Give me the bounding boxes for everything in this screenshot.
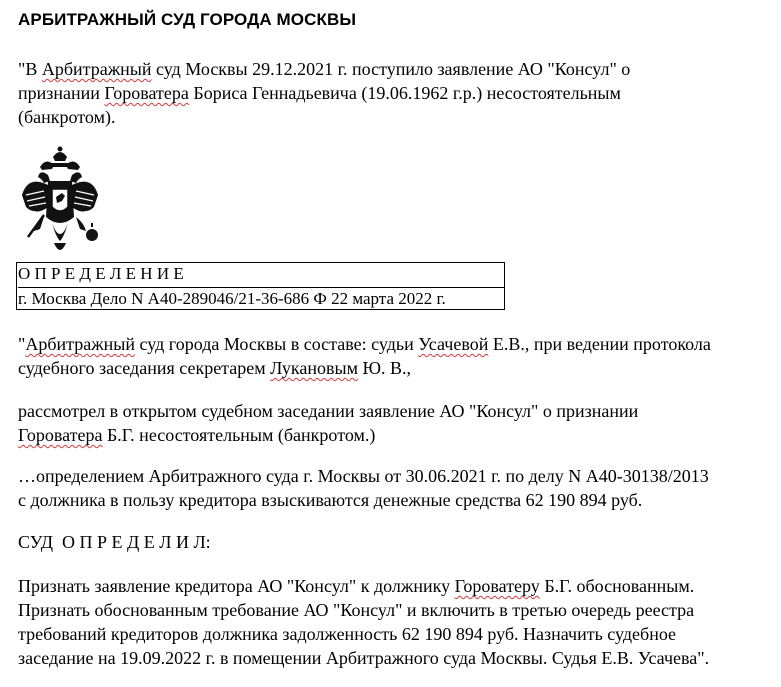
court-title: АРБИТРАЖНЫЙ СУД ГОРОДА МОСКВЫ (18, 10, 357, 29)
text: …определением Арбитражного суда г. Москвы от 30.06.2021 г. по делу N А40-30138/2013 (18, 466, 709, 486)
intro-paragraph (18, 57, 630, 129)
text: требований кредиторов должника задолженность 62 190 894 руб. Назначить судебное (18, 624, 677, 644)
prior-ruling-paragraph (18, 464, 709, 512)
document-type: О П Р Е Д Е Л Е Н И Е (18, 264, 184, 283)
text: заседание на 19.09.2022 г. в помещении Арбитражного суда Москвы. Судья Е.В. Усачева". (18, 648, 710, 668)
coat-of-arms-emblem (18, 145, 102, 261)
spellcheck-word: Усачевой (418, 334, 489, 354)
text: рассмотрел в открытом судебном заседании заявление АО "Консул" о признании (18, 401, 639, 421)
spellcheck-word: Гороватеру (454, 576, 540, 596)
text: Признать заявление кредитора АО "Консул" к должнику (18, 576, 455, 596)
spellcheck-word: Гороватера (18, 425, 103, 445)
text: Ю. В., (357, 358, 411, 378)
text: Б.Г. обоснованным. (539, 576, 695, 596)
case-info: г. Москва Дело N А40-289046/21-36-686 Ф 22 марта 2022 г. (18, 287, 504, 311)
text: с должника в пользу кредитора взыскиваются денежные средства 62 190 894 руб. (18, 490, 643, 510)
spellcheck-word: Арбитражный (25, 334, 136, 354)
composition-paragraph (18, 332, 711, 380)
text: Е.В., при ведении протокола (488, 334, 711, 354)
ruling-header-box (16, 262, 505, 310)
text: Б.Г. несостоятельным (банкротом.) (102, 425, 376, 445)
text: Признать обоснованным требование АО "Консул" и включить в третью очередь реестра (18, 600, 695, 620)
spellcheck-word: Лукановым (270, 358, 358, 378)
spellcheck-word: Гороватера (104, 83, 189, 103)
text: признании (18, 83, 105, 103)
text: " (18, 334, 26, 354)
resolution-paragraph (18, 574, 709, 670)
text: Бориса Геннадьевича (19.06.1962 г.р.) несостоятельным (188, 83, 621, 103)
text: суд Москвы 29.12.2021 г. поступило заявление АО "Консул" о (151, 59, 631, 79)
text: (банкротом). (18, 107, 116, 127)
text: судебного заседания секретарем (18, 358, 271, 378)
ruled-heading: СУД О П Р Е Д Е Л И Л: (18, 532, 211, 552)
text: "В (18, 59, 42, 79)
considered-paragraph (18, 399, 638, 447)
spellcheck-word: Арбитражный (41, 59, 152, 79)
text: суд города Москвы в составе: судьи (135, 334, 419, 354)
